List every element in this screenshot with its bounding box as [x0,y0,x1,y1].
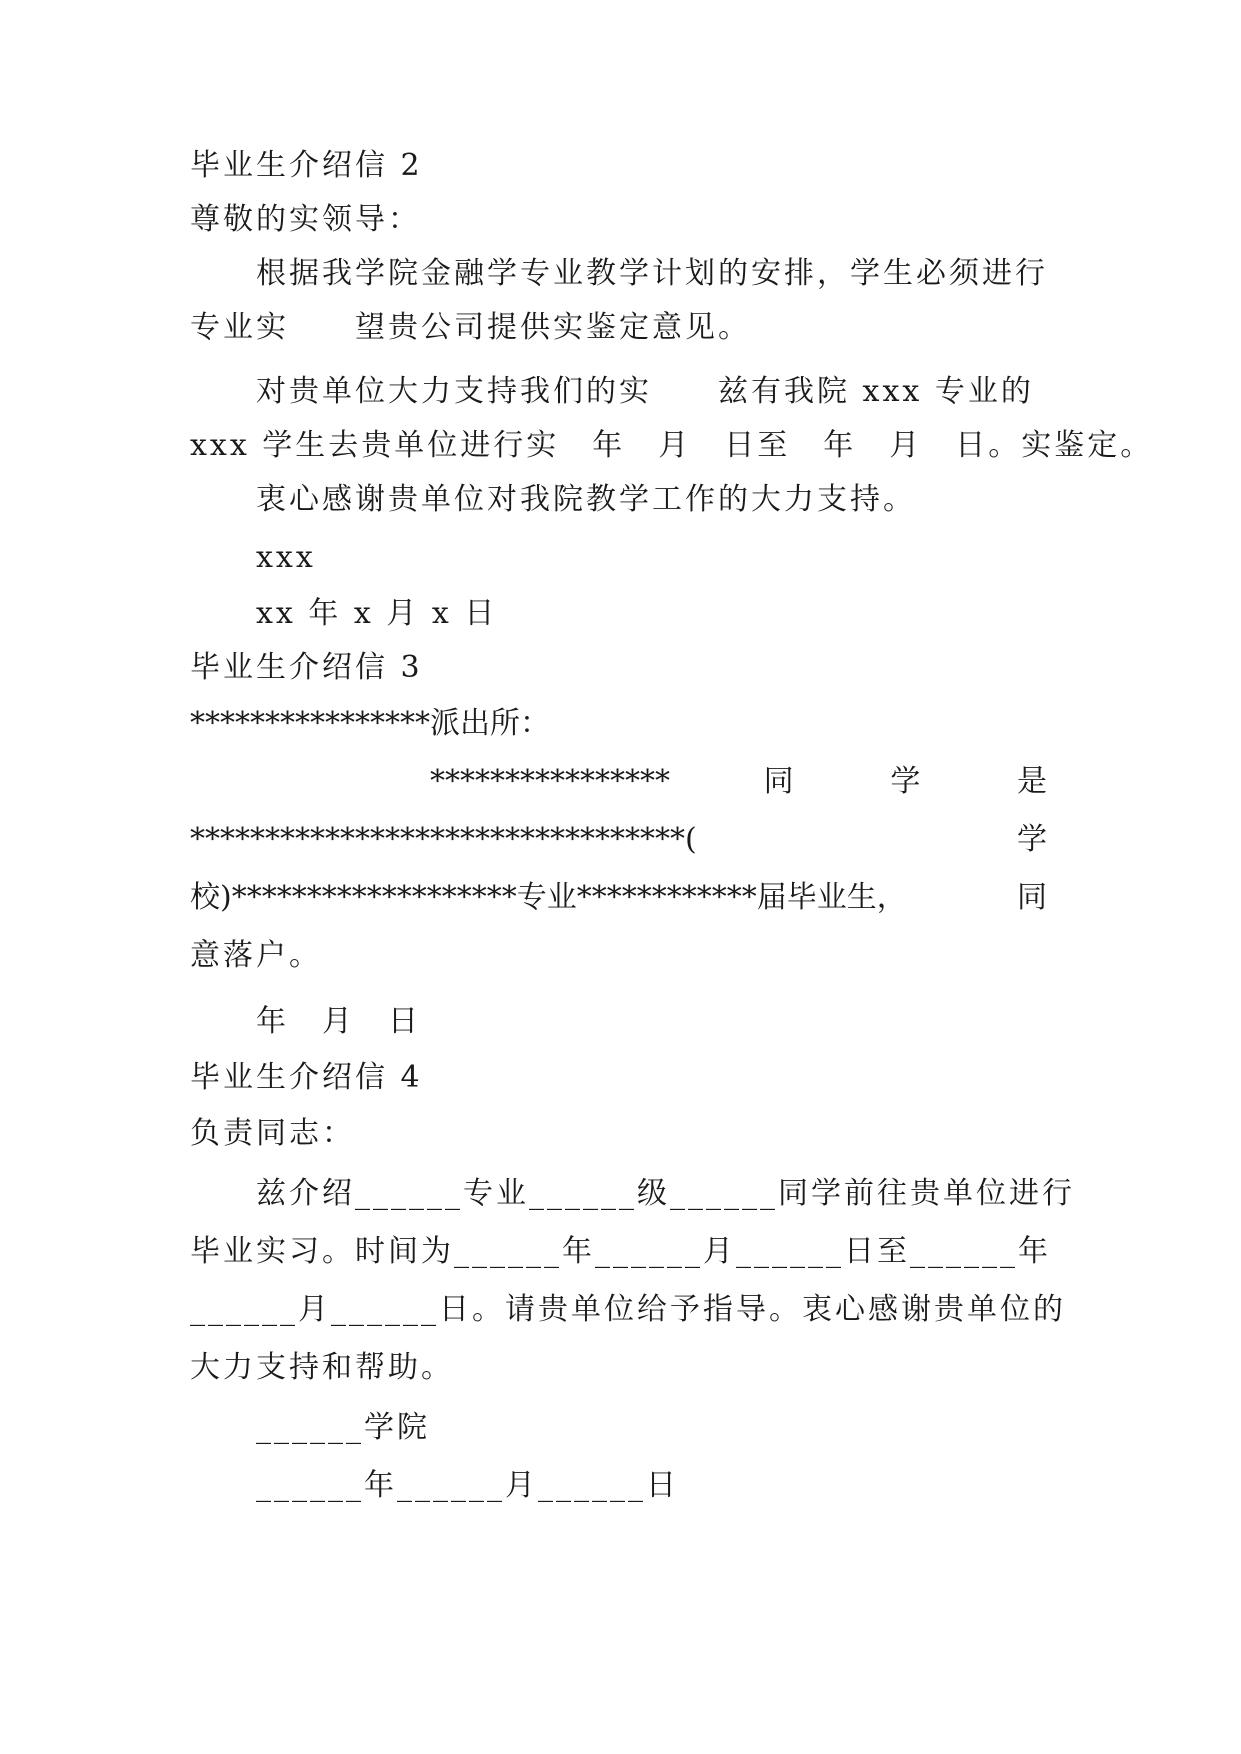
letter3-date: 年 月 日 [256,1004,421,1039]
letter2-date: xx 年 x 月 x 日 [256,596,498,631]
letter2-signature: xxx [256,540,316,575]
letter4-signature: ______学院 [256,1410,430,1445]
letter3-row3-cell: 校)*******************专业************届毕业生， [190,880,907,915]
letter2-salutation: 尊敬的实领导： [190,202,421,237]
letter4-body-line4: 大力支持和帮助。 [190,1350,454,1385]
letter3-row1-cell: 同 [763,764,797,799]
letter4-salutation: 负责同志： [190,1116,355,1151]
letter3-row4: 意落户。 [190,938,322,973]
letter4-body-line3: ______月______日。请贵单位给予指导。衷心感谢贵单位的 [190,1292,1066,1327]
letter2-paragraph2-line2: xxx 学生去贵单位进行实 年 月 日至 年 月 日。实鉴定。 [190,428,1154,463]
letter3-salutation: ****************派出所： [190,706,550,741]
letter2-title: 毕业生介绍信 2 [190,148,423,183]
letter3-row1-cell: **************** [430,764,670,799]
letter3-row1-cell: 是 [1016,764,1050,799]
letter3-row2-cell: *********************************( [190,822,697,857]
letter2-paragraph1-line2: 专业实 望贵公司提供实鉴定意见。 [190,310,751,345]
letter3-row3 [190,880,1050,916]
letter4-body-line1: 兹介绍______专业______级______同学前往贵单位进行 [256,1176,1075,1211]
letter3-row1-cell: 学 [890,764,924,799]
letter3-row1 [430,764,1050,800]
letter3-row2 [190,822,1050,858]
letter3-row3-cell: 同 [1017,880,1050,915]
letter4-body-line2: 毕业实习。时间为______年______月______日至______年 [190,1234,1051,1269]
letter2-paragraph3: 衷心感谢贵单位对我院教学工作的大力支持。 [256,482,916,517]
letter4-date: ______年______月______日 [256,1468,679,1503]
letter2-paragraph2-line1: 对贵单位大力支持我们的实 兹有我院 xxx 专业的 [256,374,1034,409]
letter4-title: 毕业生介绍信 4 [190,1060,423,1095]
letter3-row2-cell: 学 [1017,822,1050,857]
letter2-paragraph1-line1: 根据我学院金融学专业教学计划的安排，学生必须进行 [256,256,1048,291]
letter3-title: 毕业生介绍信 3 [190,650,423,685]
